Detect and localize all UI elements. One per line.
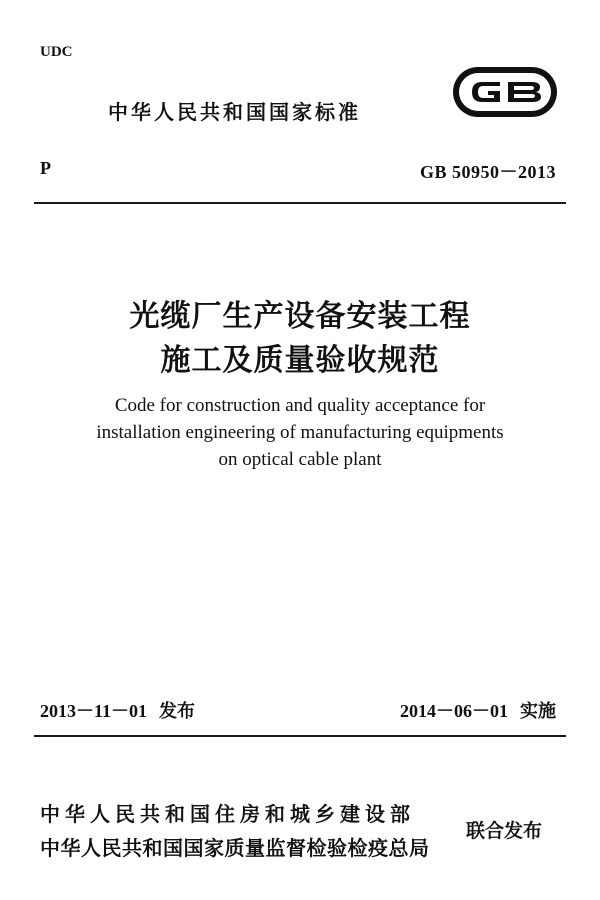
- category-code: P: [40, 158, 51, 178]
- title-cn-line1: 光缆厂生产设备安装工程: [129, 299, 471, 334]
- title-cn-line2: 施工及质量验收规范: [160, 343, 440, 378]
- title-en-line2: installation engineering of manufacturing equipments: [96, 422, 504, 443]
- implement-date-row: [400, 697, 556, 723]
- authority-line2: 中华人民共和国国家质量监督检验检疫总局: [40, 836, 430, 860]
- title-en: [0, 392, 600, 473]
- standard-type-title: 中华人民共和国国家标准: [108, 100, 361, 124]
- implement-label: 实施: [520, 701, 556, 722]
- joint-publish-label: 联合发布: [466, 820, 543, 842]
- udc-label: UDC: [40, 44, 73, 60]
- gb-logo-icon: [452, 66, 558, 118]
- divider-top: [34, 202, 566, 204]
- issue-date: 2013－11－01: [40, 701, 148, 721]
- issue-label: 发布: [159, 701, 196, 722]
- title-en-line1: Code for construction and quality acceptance for: [114, 395, 486, 416]
- implement-date: 2014－06－01: [400, 701, 508, 721]
- standard-number: GB 50950－2013: [419, 162, 556, 182]
- divider-bottom: [34, 735, 566, 737]
- gb-logo-text: GB: [452, 66, 454, 67]
- authority-line1: 中华人民共和国住房和城乡建设部: [40, 802, 415, 826]
- issue-date-row: [40, 697, 195, 723]
- title-en-line3: on optical cable plant: [218, 449, 382, 470]
